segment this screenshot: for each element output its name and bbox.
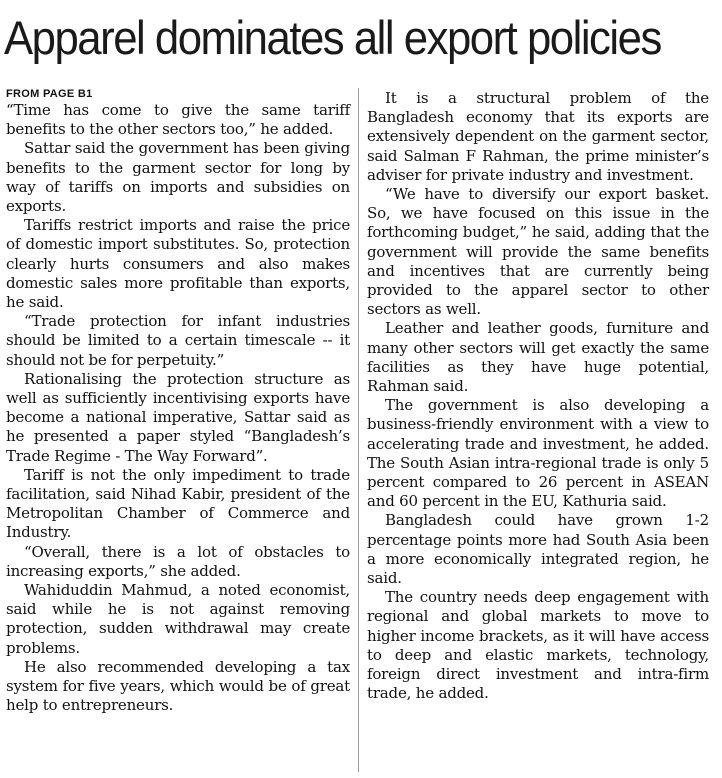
continuation-kicker: FROM PAGE B1 [6,88,93,100]
paragraph: “Time has come to give the same tariff benefits to the other sectors too,” he added. [6,101,350,139]
paragraph: Wahiduddin Mahmud, a noted economist, said while he is not against removing protection, sudden withdrawal may create problems. [6,581,350,657]
paragraph: Sattar said the government has been giving benefits to the garment sector for long by way of tariffs on imports and subsidies on exports. [6,139,350,216]
paragraph: Bangladesh could have grown 1-2 percentage points more had South Asia been a more economically integrated region, he said. [367,511,709,588]
column-divider [358,88,359,772]
paragraph: Tariffs restrict imports and raise the price of domestic import substitutes. So, protection clearly hurts consumers and also makes domestic sales more profitable than exports, he said. [6,216,350,312]
headline: Apparel dominates all export policies [4,11,661,64]
paragraph: It is a structural problem of the Bangladesh economy that its exports are extensively dependent on the garment sector, said Salman F Rahman, the prime minister’s adviser for private industry and investment. [367,89,709,184]
paragraph: Tariff is not the only impediment to trade facilitation, said Nihad Kabir, president of the Metropolitan Chamber of Commerce and Industry. [6,465,350,542]
article-column-right [367,89,709,704]
paragraph: “Overall, there is a lot of obstacles to increasing exports,” she added. [6,542,350,580]
article-column-left [6,87,350,716]
paragraph: Leather and leather goods, furniture and many other sectors will get exactly the same facilities as they have huge potential, Rahman said. [367,319,709,396]
paragraph: He also recommended developing a tax system for five years, which would be of great help to entrepreneurs. [6,657,350,715]
paragraph: “We have to diversify our export basket. So, we have focused on this issue in the forthcoming budget,” he said, adding that the government will provide the same benefits and incentives that are currently being provided to the apparel sector to other sectors as well. [367,185,709,319]
paragraph: The country needs deep engagement with regional and global markets to move to higher income brackets, as it will have access to deep and elastic markets, technology, foreign direct investment and intra-firm trade, he added. [367,588,709,703]
paragraph: Rationalising the protection structure as well as sufficiently incentivising exports have become a national imperative, Sattar said as he presented a paper styled “Bangladesh’s Trade Regime - The Way Forward”. [6,369,350,465]
paragraph: “Trade protection for infant industries should be limited to a certain timescale -- it should not be for perpetuity.” [6,312,350,369]
paragraph: The government is also developing a business-friendly environment with a view to accelerating trade and investment, he added. The South Asian intra-regional trade is only 5 percent compared to 26 percent in ASEAN and 60 percent in the EU, Kathuria said. [367,396,709,511]
